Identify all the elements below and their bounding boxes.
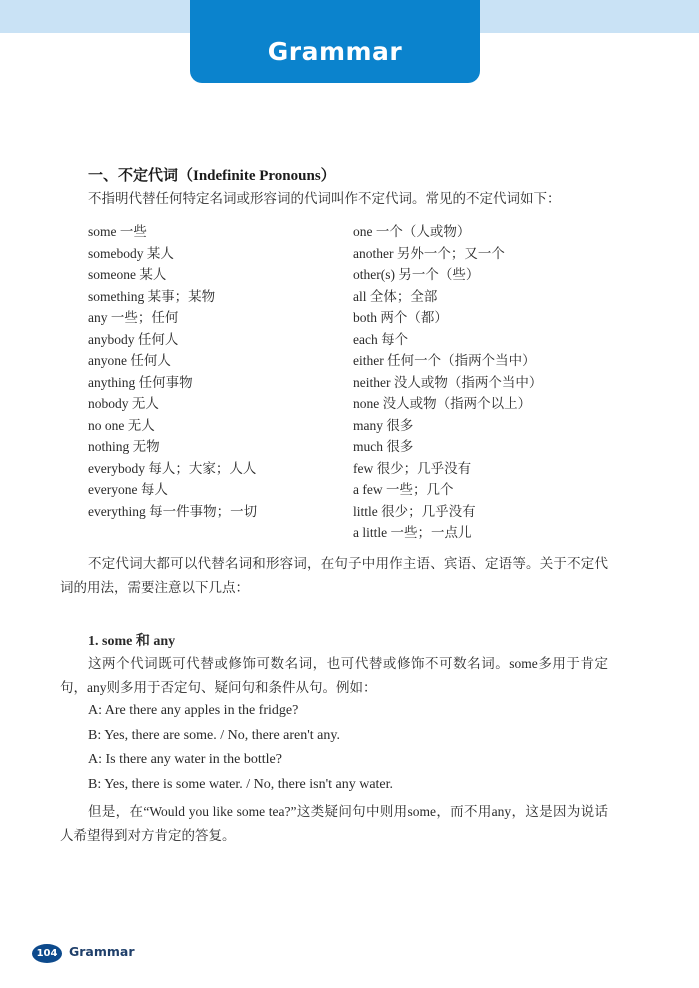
subsection-heading: 1. some 和 any (88, 634, 176, 649)
pronoun-item: few 很少；几乎没有 (353, 460, 472, 476)
left-pronoun-list (88, 221, 257, 522)
usage-paragraph: 不定代词大都可以代替名词和形容词，在句子中用作主语、宾语、定语等。关于不定代词的用法，需要注意以下几点： (60, 556, 608, 595)
pronoun-item: any 一些；任何 (88, 310, 179, 325)
pronoun-item: a little 一些；一点儿 (353, 525, 472, 540)
example-line: A: Is there any water in the bottle? (88, 752, 282, 767)
pronoun-item: some 一些 (88, 224, 147, 239)
pronoun-item: another 另外一个；又一个 (353, 245, 505, 261)
pronoun-item: nobody 无人 (88, 396, 159, 411)
section-heading: 一、不定代词（Indefinite Pronouns） (88, 168, 336, 184)
pronoun-item: many 很多 (353, 417, 414, 433)
chapter-title: Grammar (267, 37, 403, 66)
pronoun-item: something 某事；某物 (88, 288, 216, 304)
pronoun-item: somebody 某人 (88, 245, 174, 261)
pronoun-item: nothing 无物 (88, 439, 160, 454)
pronoun-item: neither 没人或物（指两个当中） (353, 374, 543, 390)
pronoun-item: everybody 每人；大家；人人 (88, 460, 257, 476)
pronoun-item: either 任何一个（指两个当中） (353, 353, 536, 368)
pronoun-item: anyone 任何人 (88, 353, 171, 368)
pronoun-item: a few 一些；几个 (353, 482, 454, 497)
pronoun-item: someone 某人 (88, 267, 167, 282)
example-line: B: Yes, there are some. / No, there aren't any. (88, 728, 340, 743)
subsection-paragraph-2: 但是，在“Would you like some tea?”这类疑问句中则用some，而不用any，这是因为说话人希望得到对方肯定的答复。 (60, 804, 608, 843)
right-pronoun-list (353, 221, 542, 544)
pronoun-item: little 很少；几乎没有 (353, 503, 476, 519)
pronoun-item: one 一个（人或物） (353, 224, 471, 239)
subsection-paragraph: 这两个代词既可代替或修饰可数名词，也可代替或修饰不可数名词。some多用于肯定句，any则多用于否定句、疑问句和条件从句。例如： (60, 656, 608, 695)
section-intro: 不指明代替任何特定名词或形容词的代词叫作不定代词。常见的不定代词如下： (88, 191, 561, 206)
pronoun-item: none 没人或物（指两个以上） (353, 396, 532, 411)
pronoun-item: all 全体；全部 (353, 288, 438, 304)
example-line: A: Are there any apples in the fridge? (88, 703, 299, 718)
pronoun-item: no one 无人 (88, 417, 155, 433)
example-line: B: Yes, there is some water. / No, there isn't any water. (88, 777, 394, 792)
pronoun-item: each 每个 (353, 331, 409, 347)
page-number-badge: 104 (32, 944, 62, 963)
pronoun-item: other(s) 另一个（些） (353, 267, 480, 282)
pronoun-item: everyone 每人 (88, 482, 168, 497)
pronoun-item: anything 任何事物 (88, 374, 193, 390)
pronoun-item: everything 每一件事物；一切 (88, 503, 258, 519)
pronoun-item: anybody 任何人 (88, 331, 179, 347)
pronoun-item: both 两个（都） (353, 310, 448, 325)
pronoun-item: much 很多 (353, 439, 414, 454)
chapter-tab (190, 0, 480, 83)
footer-label: Grammar (69, 944, 135, 959)
